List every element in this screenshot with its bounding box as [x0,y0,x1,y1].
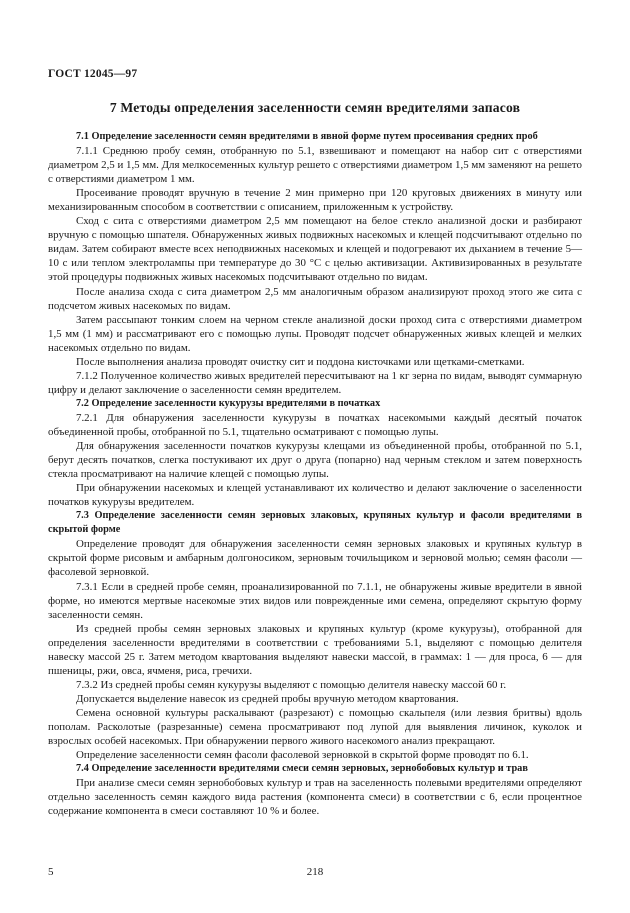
paragraph: При анализе смеси семян зернобобовых культур и трав на заселенность полевыми вредителями определяют отдельно заселенность семян каждого вида растения (компонента смеси) в соответствии с 6, если процентное содержание компонента в смеси составляют 10 % и более. [48,777,582,818]
section-heading: 7.3 Определение заселенности семян зерновых злаковых, крупяных культур и фасоли вредителями в скрытой форме [48,510,582,536]
section-title: 7 Методы определения заселенности семян вредителями запасов [109,100,521,115]
paragraph: 7.1.1 Среднюю пробу семян, отобранную по 5.1, взвешивают и помещают на набор сит с отверстиями диаметром 2,5 и 1,5 мм. Для мелкосеменных культур решето с отверстиями диаметром 1,5 мм заменяют на решето с отверстиями диаметром 1 мм. [48,145,582,186]
paragraph: 7.1.2 Полученное количество живых вредителей пересчитывают на 1 кг зерна по видам, выводят суммарную цифру и делают заключение о заселенности семян вредителем. [48,369,582,396]
paragraph: После выполнения анализа проводят очистку сит и поддона кисточками или щетками-сметками. [76,355,525,368]
paragraph: Определение заселенности семян фасоли фасолевой зерновкой в скрытой форме проводят по 6.1. [76,749,529,762]
paragraph: Затем рассыпают тонким слоем на черном стекле анализной доски проход сита с отверстиями диаметром 1,5 мм (1 мм) и рассматривают его с помощью лупы. Проводят подсчет обнаруженных живых клещей и мелких насекомых отдельно по видам. [48,313,582,354]
paragraph: После анализа схода с сита диаметром 2,5 мм аналогичным образом анализируют проход этого же сита с подсчетом живых насекомых по видам. [48,285,582,312]
section-heading: 7.1 Определение заселенности семян вредителями в явной форме путем просеивания средних проб [76,131,538,142]
paragraph: Сход с сита с отверстиями диаметром 2,5 мм помещают на белое стекло анализной доски и разбирают вручную с помощью шпателя. Обнаруженных живых подвижных насекомых и клещей подсчитывают отдельно по видам. Затем собирают вместе всех неподвижных насекомых и клещей и подогревают их дыханием в течение 5—10 с или теплом электролампы при температуре до 30 °С с целью активизации. Активизированных в результате этой процедуры подвижных живых насекомых подсчитывают отдельно по видам. [48,215,582,284]
paragraph: 7.2.1 Для обнаружения заселенности кукурузы в початках насекомыми каждый десятый початок объединенной пробы, отобранной по 5.1, тщательно осматривают с помощью лупы. [48,411,582,438]
document-header: ГОСТ 12045—97 [48,68,138,80]
paragraph: Определение проводят для обнаружения заселенности семян зерновых злаковых и крупяных культур в скрытой форме рисовым и амбарным долгоносиком, зерновым точильщиком и зерновой молью; семян фасоли — фасолевой зерновкой. [48,538,582,579]
footer-left-number: 5 [48,866,54,878]
section-heading: 7.4 Определение заселенности вредителями смеси семян зерновых, зернобобовых культур и трав [76,763,528,775]
paragraph: 7.3.2 Из средней пробы семян кукурузы выделяют с помощью делителя навеску массой 60 г. [76,678,507,691]
paragraph: Для обнаружения заселенности початков кукурузы клещами из объединенной пробы, отобранной по 5.1, берут десять початков, слегка постукивают их друг о друга (попарно) над черным стеклом и затем поверхность стекла просматривают на наличие клещей с помощью лупы. [48,440,582,481]
paragraph: Из средней пробы семян зерновых злаковых и крупяных культур (кроме кукурузы), отобранной для определения заселенности вредителями в соответствии с требованиями 5.1, выделяют с помощью делителя навеску массой 25 г. Затем методом квартования выделяют навески массой, в граммах: 1 — для проса, 6 — для пшеницы, ржи, овса, ячменя, риса, гречихи. [48,622,582,677]
document-body [48,130,582,818]
paragraph: Просеивание проводят вручную в течение 2 мин примерно при 120 круговых движениях в минуту или механизированным способом в соответствии с описанием, приложенным к устройству. [48,187,582,214]
paragraph: При обнаружении насекомых и клещей устанавливают их количество и делают заключение о заселенности початков кукурузы вредителем. [48,482,582,509]
section-heading: 7.2 Определение заселенности кукурузы вредителями в початках [76,397,381,409]
paragraph: 7.3.1 Если в средней пробе семян, проанализированной по 7.1.1, не обнаружены живые вредители в явной форме, но имеются мертвые насекомые этих видов или поврежденные ими семена, определяют скрытую форму заселенности семян. [48,580,582,621]
paragraph: Допускается выделение навесок из средней пробы вручную методом квартования. [76,692,459,705]
paragraph: Семена основной культуры раскалывают (разрезают) с помощью скальпеля (или лезвия бритвы) вдоль пополам. Расколотые (разрезанные) семена просматривают под лупой для выявления личинок, куколок и взрослых особей насекомых. При обнаружении первого живого насекомого анализ прекращают. [48,706,582,748]
page-number: 218 [306,866,324,878]
